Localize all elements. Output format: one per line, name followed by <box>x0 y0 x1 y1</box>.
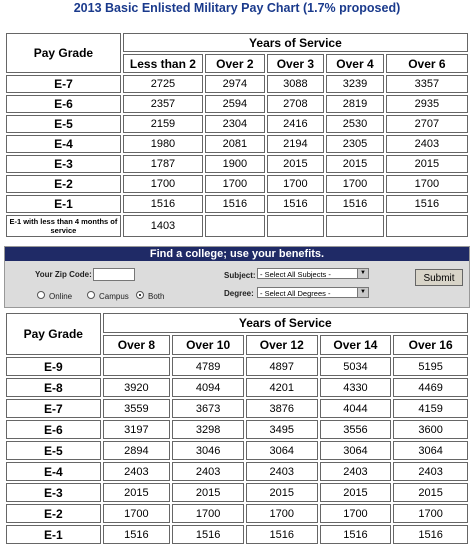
table-row <box>6 462 468 481</box>
pay-value-cell: 3064 <box>320 441 392 460</box>
pay-value-cell: 2403 <box>172 462 244 481</box>
table-row <box>6 135 468 153</box>
column-header: Over 14 <box>320 335 392 355</box>
pay-value-cell: 4159 <box>393 399 468 418</box>
pay-grade-header: Pay Grade <box>6 313 101 355</box>
pay-value-cell: 1980 <box>123 135 203 153</box>
pay-value-cell: 3064 <box>246 441 318 460</box>
pay-value-cell: 2015 <box>103 483 171 502</box>
table-row <box>6 95 468 113</box>
pay-value-cell: 1516 <box>320 525 392 544</box>
table-row <box>6 378 468 397</box>
column-header: Over 6 <box>386 54 468 73</box>
pay-value-cell: 3088 <box>267 75 325 93</box>
pay-value-cell: 2159 <box>123 115 203 133</box>
table-row <box>6 75 468 93</box>
pay-value-cell: 2530 <box>326 115 384 133</box>
table-row <box>6 420 468 439</box>
pay-value-cell: 3920 <box>103 378 171 397</box>
pay-grade-cell: E-7 <box>6 75 121 93</box>
table-row <box>6 504 468 523</box>
pay-value-cell: 1700 <box>123 175 203 193</box>
pay-value-cell: 2403 <box>103 462 171 481</box>
pay-value-cell: 3600 <box>393 420 468 439</box>
pay-value-cell: 2974 <box>205 75 265 93</box>
column-header: Over 2 <box>205 54 265 73</box>
pay-value-cell: 2403 <box>386 135 468 153</box>
campus-label: Campus <box>99 292 129 301</box>
pay-grade-header: Pay Grade <box>6 33 121 73</box>
pay-value-cell: 1700 <box>205 175 265 193</box>
pay-grade-cell: E-5 <box>6 441 101 460</box>
pay-value-cell: 1516 <box>386 195 468 213</box>
pay-value-cell: 2819 <box>326 95 384 113</box>
pay-value-cell: 4044 <box>320 399 392 418</box>
pay-grade-cell: E-7 <box>6 399 101 418</box>
pay-grade-cell: E-8 <box>6 378 101 397</box>
column-header: Over 10 <box>172 335 244 355</box>
submit-button[interactable]: Submit <box>415 269 463 286</box>
pay-value-cell <box>205 215 265 237</box>
pay-value-cell <box>326 215 384 237</box>
pay-value-cell: 1700 <box>320 504 392 523</box>
online-label: Online <box>49 292 73 301</box>
pay-value-cell: 2594 <box>205 95 265 113</box>
pay-value-cell: 5195 <box>393 357 468 376</box>
pay-value-cell: 2403 <box>320 462 392 481</box>
pay-value-cell: 2015 <box>386 155 468 173</box>
pay-value-cell: 1700 <box>393 504 468 523</box>
campus-radio[interactable] <box>87 291 95 299</box>
pay-value-cell: 2015 <box>172 483 244 502</box>
pay-value-cell: 1900 <box>205 155 265 173</box>
pay-grade-cell: E-6 <box>6 420 101 439</box>
pay-value-cell: 2725 <box>123 75 203 93</box>
table-row <box>6 175 468 193</box>
pay-value-cell: 2707 <box>386 115 468 133</box>
pay-grade-cell: E-2 <box>6 504 101 523</box>
pay-grade-cell: E-1 <box>6 195 121 213</box>
pay-value-cell: 3495 <box>246 420 318 439</box>
column-header: Over 16 <box>393 335 468 355</box>
table-row <box>6 195 468 213</box>
table-row <box>6 399 468 418</box>
pay-grade-cell: E-4 <box>6 135 121 153</box>
degree-select-value: - Select All Degrees - <box>260 289 331 298</box>
pay-value-cell: 4897 <box>246 357 318 376</box>
chevron-down-icon: ▼ <box>357 269 368 278</box>
pay-value-cell: 2015 <box>320 483 392 502</box>
pay-value-cell <box>103 357 171 376</box>
column-header: Over 4 <box>326 54 384 73</box>
pay-value-cell: 1516 <box>393 525 468 544</box>
pay-value-cell: 2081 <box>205 135 265 153</box>
pay-value-cell: 2015 <box>326 155 384 173</box>
chevron-down-icon: ▼ <box>357 288 368 297</box>
pay-value-cell: 1700 <box>103 504 171 523</box>
pay-value-cell: 1516 <box>267 195 325 213</box>
pay-grade-cell: E-3 <box>6 155 121 173</box>
pay-value-cell: 3046 <box>172 441 244 460</box>
table-row <box>6 525 468 544</box>
pay-value-cell: 3556 <box>320 420 392 439</box>
both-radio[interactable] <box>136 291 144 299</box>
pay-grade-cell: E-1 <box>6 525 101 544</box>
pay-grade-cell: E-1 with less than 4 months of service <box>6 215 121 237</box>
pay-value-cell: 2403 <box>246 462 318 481</box>
pay-value-cell: 1516 <box>326 195 384 213</box>
pay-value-cell: 3298 <box>172 420 244 439</box>
pay-value-cell: 3064 <box>393 441 468 460</box>
online-radio[interactable] <box>37 291 45 299</box>
pay-table-years-under-6 <box>4 31 470 239</box>
table-row <box>6 155 468 173</box>
pay-value-cell: 4469 <box>393 378 468 397</box>
pay-value-cell: 2357 <box>123 95 203 113</box>
subject-select[interactable] <box>257 268 369 279</box>
pay-value-cell: 1516 <box>103 525 171 544</box>
zip-input[interactable] <box>93 268 135 281</box>
pay-grade-cell: E-2 <box>6 175 121 193</box>
college-search-widget <box>4 246 470 308</box>
pay-grade-cell: E-9 <box>6 357 101 376</box>
pay-grade-cell: E-3 <box>6 483 101 502</box>
pay-value-cell: 2305 <box>326 135 384 153</box>
pay-value-cell: 4330 <box>320 378 392 397</box>
page-title: 2013 Basic Enlisted Military Pay Chart (1.7% proposed) <box>73 1 401 15</box>
pay-value-cell: 1516 <box>205 195 265 213</box>
pay-value-cell: 3357 <box>386 75 468 93</box>
both-label: Both <box>148 292 165 301</box>
pay-value-cell: 1516 <box>246 525 318 544</box>
pay-value-cell: 4789 <box>172 357 244 376</box>
pay-value-cell <box>267 215 325 237</box>
years-of-service-header: Years of Service <box>123 33 468 52</box>
pay-value-cell: 2416 <box>267 115 325 133</box>
pay-value-cell: 1700 <box>172 504 244 523</box>
column-header: Over 12 <box>246 335 318 355</box>
pay-value-cell: 1700 <box>246 504 318 523</box>
pay-table-years-8-to-16 <box>4 311 470 546</box>
widget-banner: Find a college; use your benefits. <box>5 247 469 261</box>
column-header: Less than 2 <box>123 54 203 73</box>
column-header: Over 8 <box>103 335 171 355</box>
pay-value-cell: 1516 <box>123 195 203 213</box>
pay-value-cell: 1403 <box>123 215 203 237</box>
degree-label: Degree: <box>224 289 254 298</box>
pay-value-cell <box>386 215 468 237</box>
degree-select[interactable] <box>257 287 369 298</box>
pay-value-cell: 2304 <box>205 115 265 133</box>
pay-value-cell: 1700 <box>386 175 468 193</box>
subject-label: Subject: <box>224 271 256 280</box>
pay-value-cell: 1516 <box>172 525 244 544</box>
table-row <box>6 357 468 376</box>
pay-value-cell: 3197 <box>103 420 171 439</box>
pay-value-cell: 2708 <box>267 95 325 113</box>
pay-value-cell: 3239 <box>326 75 384 93</box>
pay-value-cell: 2403 <box>393 462 468 481</box>
pay-value-cell: 4201 <box>246 378 318 397</box>
pay-value-cell: 1787 <box>123 155 203 173</box>
pay-grade-cell: E-5 <box>6 115 121 133</box>
zip-label: Your Zip Code: <box>35 270 92 279</box>
pay-grade-cell: E-4 <box>6 462 101 481</box>
pay-value-cell: 1700 <box>267 175 325 193</box>
table-row <box>6 115 468 133</box>
pay-value-cell: 3673 <box>172 399 244 418</box>
pay-value-cell: 1700 <box>326 175 384 193</box>
column-header: Over 3 <box>267 54 325 73</box>
pay-value-cell: 3559 <box>103 399 171 418</box>
pay-value-cell: 2015 <box>246 483 318 502</box>
years-of-service-header: Years of Service <box>103 313 468 333</box>
pay-value-cell: 5034 <box>320 357 392 376</box>
pay-value-cell: 2194 <box>267 135 325 153</box>
table-row <box>6 441 468 460</box>
subject-select-value: - Select All Subjects - <box>260 270 331 279</box>
pay-grade-cell: E-6 <box>6 95 121 113</box>
pay-value-cell: 2015 <box>267 155 325 173</box>
table-row <box>6 215 468 237</box>
pay-value-cell: 4094 <box>172 378 244 397</box>
pay-value-cell: 3876 <box>246 399 318 418</box>
table-row <box>6 483 468 502</box>
pay-value-cell: 2935 <box>386 95 468 113</box>
pay-value-cell: 2894 <box>103 441 171 460</box>
pay-value-cell: 2015 <box>393 483 468 502</box>
